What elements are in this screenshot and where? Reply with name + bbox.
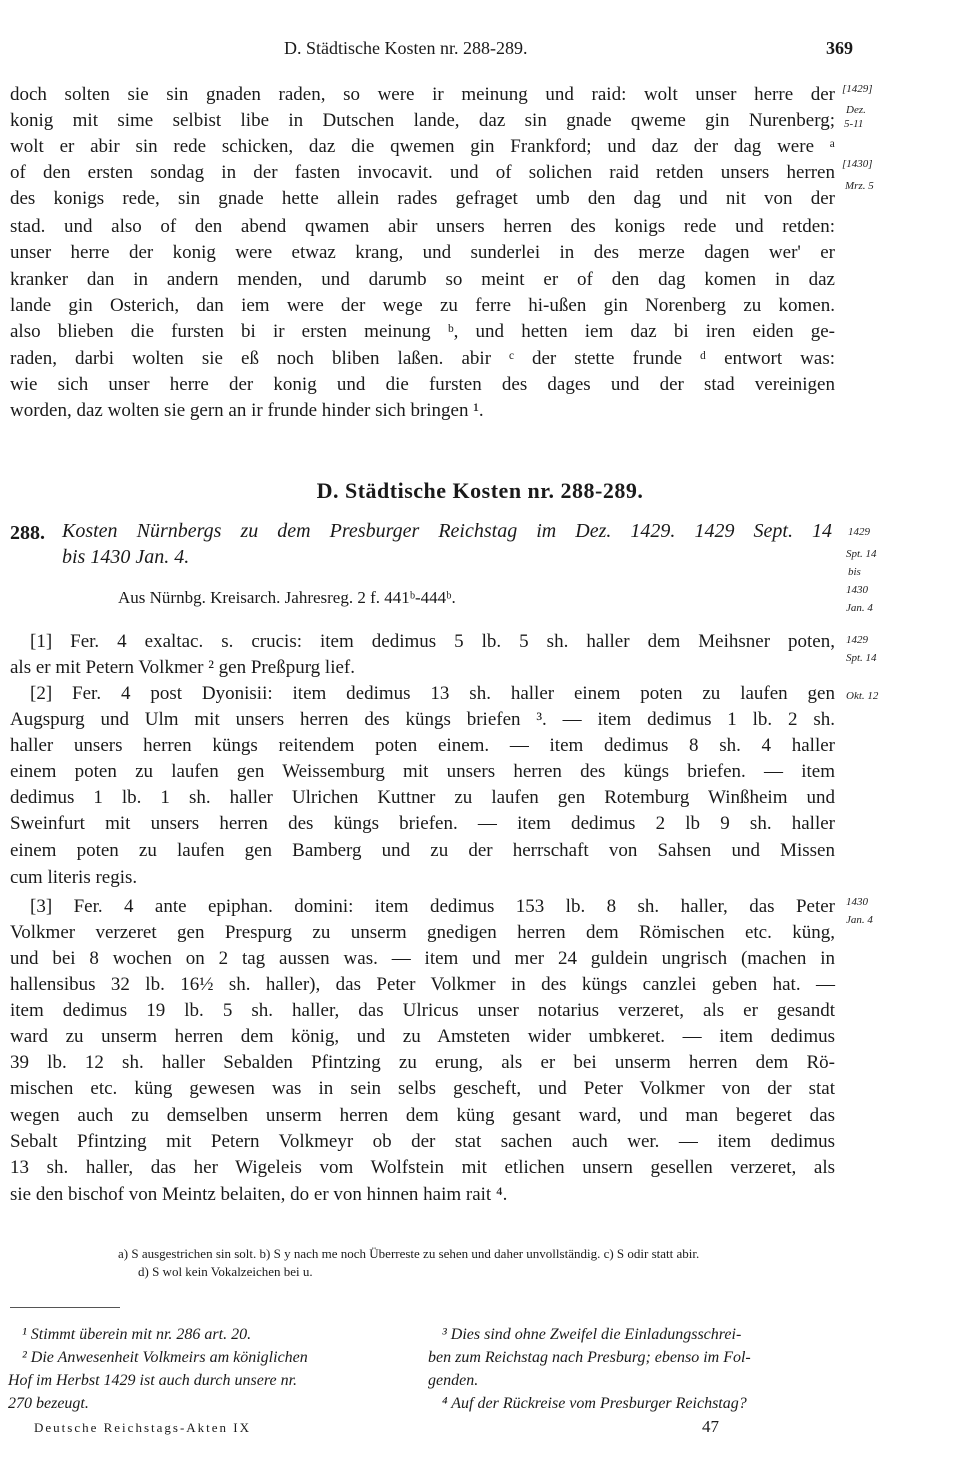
text-line: lande gin Osterich, dan iem were der wege zu ferre hi-ußen gin Norenberg zu komen. (10, 295, 835, 316)
margin-note: Dez. (846, 104, 866, 116)
text-line: sie den bischof von Meintz belaiten, do er von hinnen haim rait ⁴. (10, 1184, 508, 1205)
footnote: ³ Dies sind ohne Zweifel die Einladungsschrei- (442, 1326, 742, 1343)
running-head (0, 38, 960, 60)
footnote: 270 bezeugt. (8, 1395, 89, 1412)
entry-source: Aus Nürnbg. Kreisarch. Jahresreg. 2 f. 441ᵇ-444ᵇ. (118, 588, 456, 607)
margin-note: 5-11 (844, 118, 864, 130)
margin-date: bis (848, 566, 861, 578)
footnote: ⁴ Auf der Rückreise vom Presburger Reichstag? (442, 1395, 747, 1412)
margin-note: [1429] (842, 83, 873, 95)
footnote-rule (10, 1307, 120, 1308)
margin-date: 1430 (846, 584, 868, 596)
signature-line: Deutsche Reichstags-Akten IX (34, 1420, 252, 1435)
section-title: D. Städtische Kosten nr. 288-289. (316, 478, 644, 503)
text-line: kranker dan in andern menden, und darumb so meint er of den dag komen in daz (10, 269, 835, 290)
text-line: unser herre der konig were etwaz krang, und sunderlei in des merze dagen wer' er (10, 242, 835, 263)
sheet-number: 47 (702, 1417, 719, 1436)
entry-number: 288. (10, 522, 45, 544)
text-line: einem poten zu laufen gen Weissemburg mit unsers herren des küngs briefen. — item (10, 761, 835, 782)
text-line: 13 sh. haller, das her Wigeleis vom Wolfstein mit etlichen unsern gesellen verzeret, als (10, 1157, 835, 1178)
entry-title: Kosten Nürnbergs zu dem Presburger Reichstag im Dez. 1429. 1429 Sept. 14 (62, 520, 832, 542)
footnote: Hof im Herbst 1429 ist auch durch unsere nr. (8, 1372, 298, 1389)
text-line: mischen etc. küng gewesen was in sein selbs gescheft, und Peter Volkmer von der stat (10, 1078, 835, 1099)
text-line: [2] Fer. 4 post Dyonisii: item dedimus 13 sh. haller einem poten zu laufen gen (30, 683, 835, 704)
text-line: worden, daz wolten sie gern an ir frunde hinder sich bringen ¹. (10, 400, 484, 421)
margin-date: 1429 (848, 526, 870, 538)
apparatus-line: a) S ausgestrichen sin solt. b) S y nach me noch Überreste zu sehen und daher unvollständig. c) S odir statt abir. (118, 1246, 700, 1261)
text-line: 39 lb. 12 sh. haller Sebalden Pfintzing zu erung, als er bei unserm herren dem Rö- (10, 1052, 835, 1073)
text-line: [3] Fer. 4 ante epiphan. domini: item dedimus 153 lb. 8 sh. haller, das Peter (30, 896, 835, 917)
margin-note: [1430] (842, 158, 873, 170)
text-line: doch solten sie sin gnaden raden, so were ir meinung und raid: wolt unser herre der (10, 84, 835, 105)
text-line: haller unsers herren küngs reitendem poten einem. — item dedimus 8 sh. 4 haller (10, 735, 835, 756)
text-line: Sebalt Pfintzing mit Petern Volkmeyr ob der stat sachen auch wer. — item dedimus (10, 1131, 835, 1152)
text-line: of den ersten sondag in der fasten invocavit. und of solichen raid retden unsers herren (10, 162, 835, 183)
text-line: des konigs rede, sin gnade hette allein rades gefraget umb den dag und nit von der (10, 188, 835, 209)
text-line: wolt er abir sin rede schicken, daz die qwemen gin Frankford; und daz der dag were ᵃ (10, 136, 835, 157)
text-line: Volkmer verzeret gen Prespurg zu unserm gnedigen herren dem Römischen etc. küng, (10, 922, 835, 943)
text-line: also blieben die fursten bi ir ersten meinung ᵇ, und hetten iem daz bi iren eiden ge- (10, 321, 835, 342)
text-line: Sweinfurt mit unsers herren des küngs briefen. — item dedimus 2 lb 9 sh. haller (10, 813, 835, 834)
text-line: einem poten zu laufen gen Bamberg und zu der herrschaft von Sahsen und Missen (10, 840, 835, 861)
text-line: [1] Fer. 4 exaltac. s. crucis: item dedimus 5 lb. 5 sh. haller dem Meihsner poten, (30, 631, 835, 652)
text-line: und bei 8 wochen on 2 tag aussen was. — item und mer 24 guldein ungrisch (machen in (10, 948, 835, 969)
page-number: 369 (826, 38, 853, 58)
text-line: cum literis regis. (10, 867, 138, 888)
margin-date: Jan. 4 (846, 914, 873, 926)
text-line: dedimus 1 lb. 1 sh. haller Ulrichen Kuttner zu laufen gen Rotemburg Winßheim und (10, 787, 835, 808)
text-line: stad. und also of den abend qwamen abir unsers herren des konigs rede und retden: (10, 216, 835, 237)
apparatus-line: d) S wol kein Vokalzeichen bei u. (138, 1264, 313, 1279)
footnote: ben zum Reichstag nach Presburg; ebenso im Fol- (428, 1349, 751, 1366)
text-line: raden, darbi wolten sie eß noch bliben laßen. abir ᶜ der stette frunde ᵈ entwort was: (10, 348, 835, 369)
text-line: als er mit Petern Volkmer ² gen Preßpurg lief. (10, 657, 355, 678)
margin-date: 1429 (846, 634, 868, 646)
text-line: wegen auch zu demselben unserm herren dem küng gesant ward, und man begeret das (10, 1105, 835, 1126)
margin-date: Okt. 12 (846, 690, 879, 702)
text-line: hallensibus 32 lb. 16½ sh. haller), das Peter Volkmer in des küngs canzlei geben hat. — (10, 974, 835, 995)
running-title: D. Städtische Kosten nr. 288-289. (284, 38, 528, 58)
text-line: konig mit sime selbist libe in Dutschen lande, daz sin gnade qweme gin Nurenberg; (10, 110, 835, 131)
text-line: item dedimus 19 lb. 5 sh. haller, das Ulricus unser notarius verzeret, als er gesandt (10, 1000, 835, 1021)
margin-date: Jan. 4 (846, 602, 873, 614)
footnote: ¹ Stimmt überein mit nr. 286 art. 20. (22, 1326, 252, 1343)
text-line: Augspurg und Ulm mit unsers herren des küngs briefen ³. — item dedimus 1 lb. 2 sh. (10, 709, 835, 730)
entry-title-cont: bis 1430 Jan. 4. (62, 546, 190, 568)
footnote: genden. (428, 1372, 479, 1389)
footnote: ² Die Anwesenheit Volkmeirs am königlichen (22, 1349, 308, 1366)
margin-date: Spt. 14 (846, 652, 877, 664)
margin-date: 1430 (846, 896, 868, 908)
text-line: wie sich unser herre der konig und die fursten des dages und der stad vereinigen (10, 374, 835, 395)
margin-note: Mrz. 5 (845, 180, 874, 192)
margin-date: Spt. 14 (846, 548, 877, 560)
text-line: ward zu unserm herren dem könig, und zu Amsteten wider umbkeret. — item dedimus (10, 1026, 835, 1047)
